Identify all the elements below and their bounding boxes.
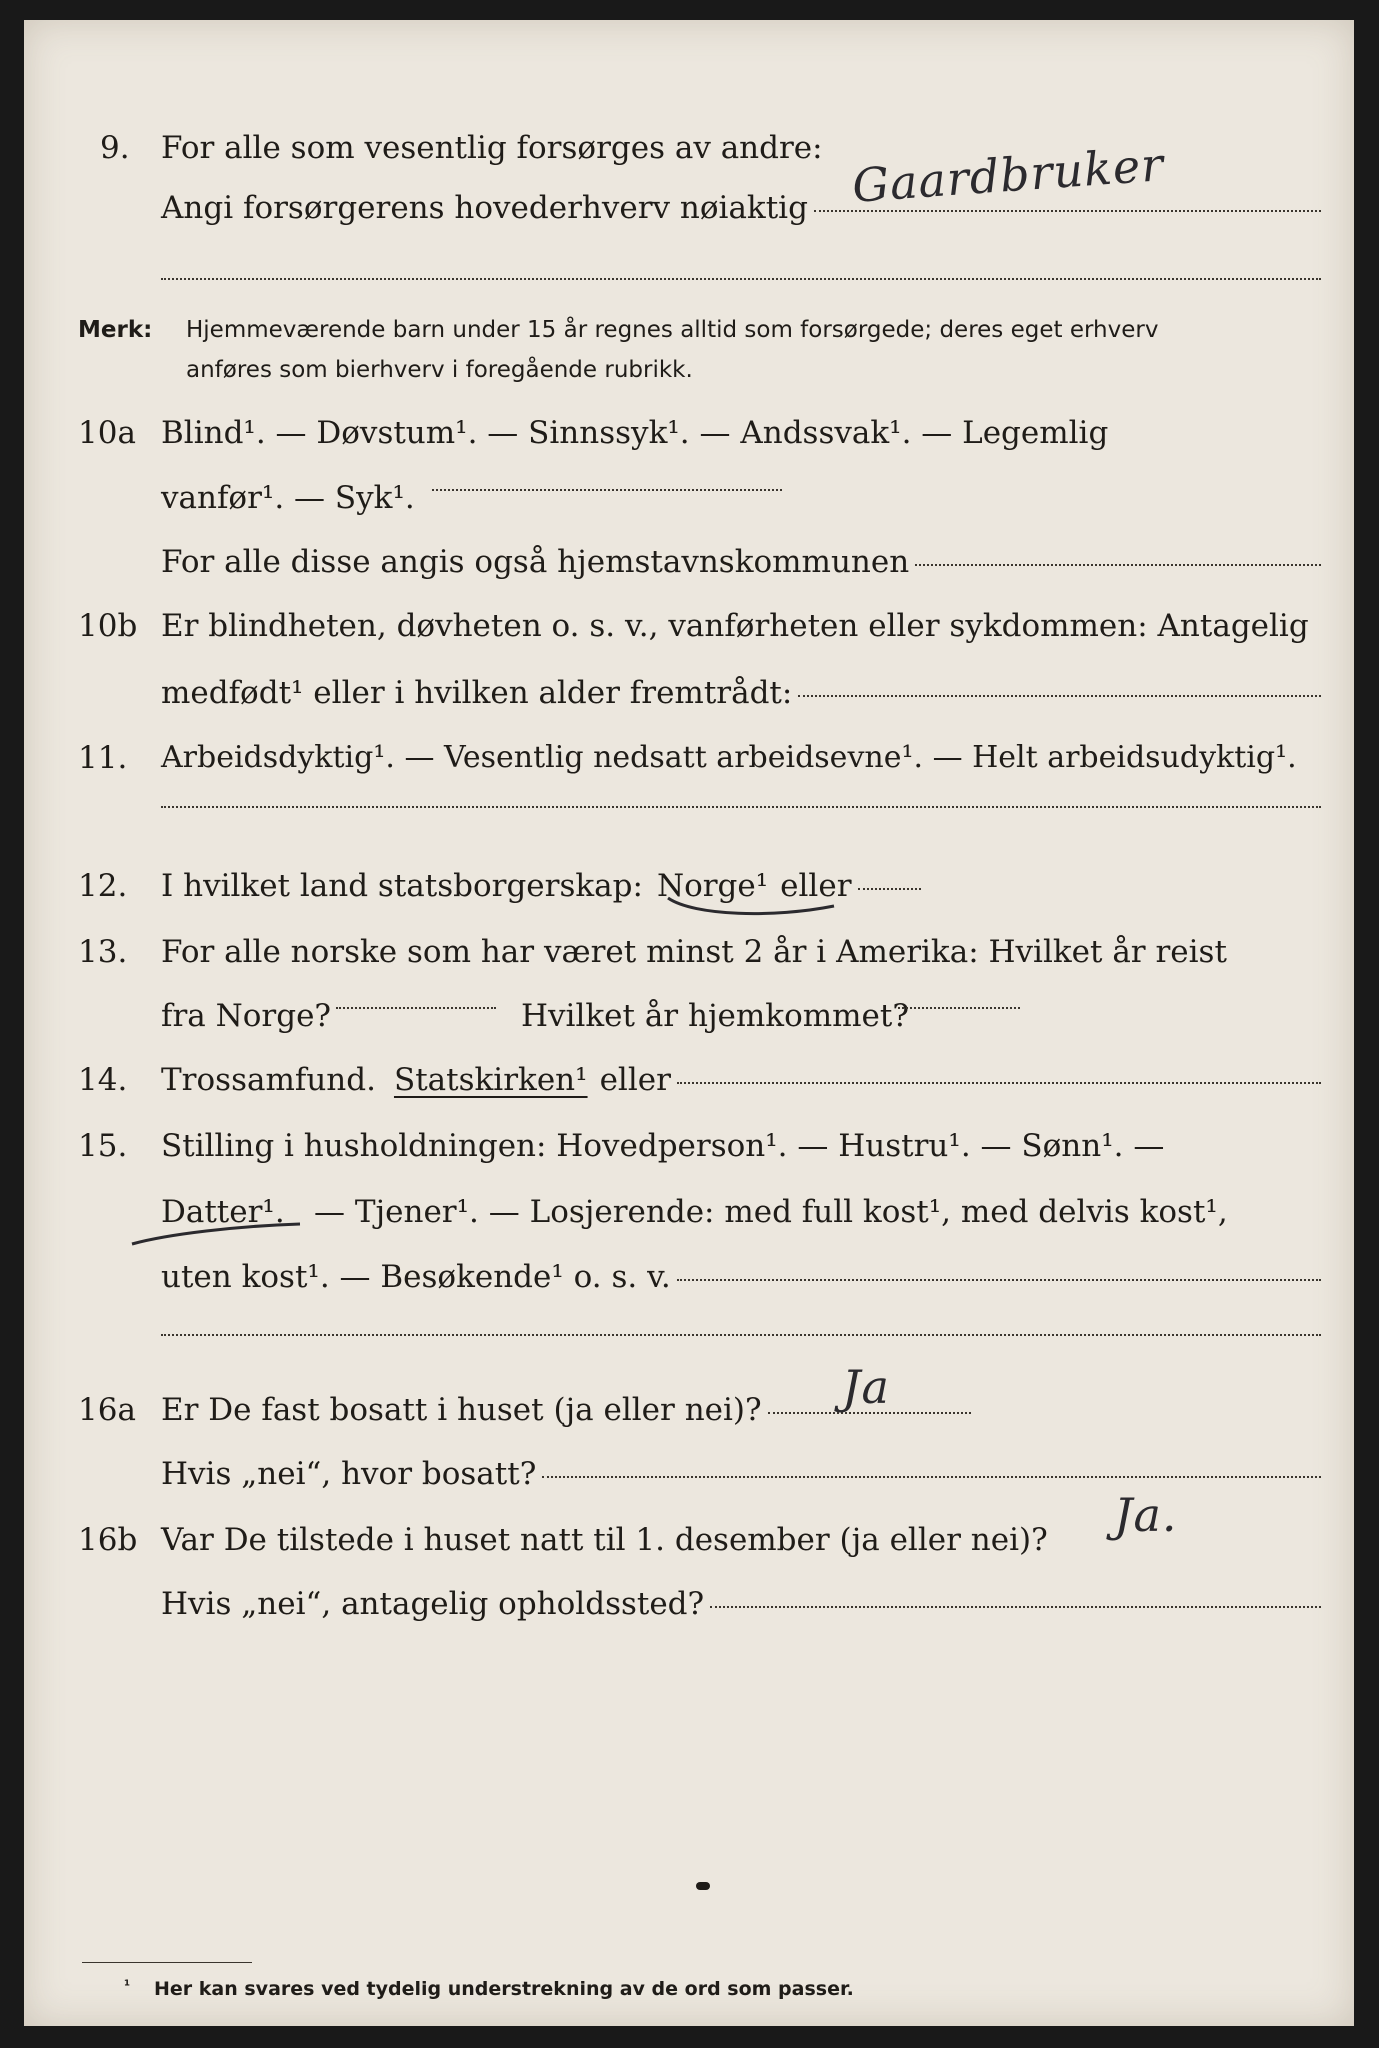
q16a-line2-text: Hvis „nei“, hvor bosatt?: [161, 1456, 537, 1492]
q16a-number: 16a: [78, 1392, 136, 1428]
q14-after: eller: [599, 1062, 671, 1098]
q9-extra-line: [161, 278, 1321, 280]
census-form-page: [24, 20, 1354, 2026]
q15-line3-text: uten kost¹. — Besøkende¹ o. s. v.: [161, 1259, 671, 1295]
q16b-line2-text: Hvis „nei“, antagelig opholdssted?: [161, 1586, 705, 1622]
q15-line2b: — Tjener¹. — Losjerende: med full kost¹, med delvis kost¹,: [314, 1194, 1228, 1230]
q15-line1: Stilling i husholdningen: Hovedperson¹. — Hustru¹. — Sønn¹. —: [161, 1128, 1165, 1164]
q10b-line1: Er blindheten, døvheten o. s. v., vanførheten eller sykdommen: Antagelig: [161, 608, 1309, 644]
q15-extra-line: [161, 1334, 1321, 1336]
q13-reist-line: [336, 1007, 496, 1009]
q12-answer-line: [858, 888, 921, 890]
q11-number: 11.: [78, 740, 128, 776]
q10b-line2: [161, 673, 1321, 713]
q14-option-statskirken: Statskirken¹: [393, 1062, 588, 1098]
q16b-line1: Var De tilstede i huset natt til 1. desember (ja eller nei)?: [161, 1522, 1048, 1558]
q15-line3: [161, 1257, 1321, 1297]
q15-line2a: Datter¹.: [161, 1194, 285, 1230]
q10a-number: 10a: [78, 415, 136, 451]
q10a-line2: vanfør¹. — Syk¹.: [161, 480, 415, 516]
q16b-handwritten-answer: Ja.: [1114, 1488, 1178, 1542]
merk-line2: anføres som bierhverv i foregående rubrikk.: [186, 357, 693, 383]
merk-line1: Hjemmeværende barn under 15 år regnes alltid som forsørgede; deres eget erhverv: [186, 317, 1159, 343]
footnote-mark: ¹: [124, 1978, 131, 1994]
q9-line2-text: Angi forsørgerens hovederhverv nøiaktig: [161, 190, 808, 226]
q13-number: 13.: [78, 934, 128, 970]
q13-hjemkommet-line: [898, 1007, 1020, 1009]
footnote-rule: [82, 1962, 252, 1963]
q14-line: [161, 1060, 1321, 1100]
q10a-line1: Blind¹. — Døvstum¹. — Sinnssyk¹. — Andssvak¹. — Legemlig: [161, 415, 1109, 451]
q10a-line3-text: For alle disse angis også hjemstavnskommunen: [161, 544, 910, 580]
q10b-number: 10b: [78, 608, 138, 644]
ink-blot: [696, 1882, 710, 1890]
q12-after: eller: [780, 868, 852, 904]
q15-number: 15.: [78, 1128, 128, 1164]
q13-line2b: Hvilket år hjemkommet?: [521, 998, 909, 1034]
q10b-line2-text: medfødt¹ eller i hvilken alder fremtrådt:: [161, 675, 793, 711]
q12-handwritten-underline: [664, 892, 844, 922]
footnote-text: Her kan svares ved tydelig understrekning av de ord som passer.: [154, 1978, 854, 2000]
q14-answer-line: [677, 1082, 1321, 1084]
q9-line2: [161, 188, 1321, 228]
q9-number: 9.: [100, 130, 130, 166]
q10a-hjemstavn-line: [915, 564, 1321, 566]
q12-option-norge: Norge¹: [656, 868, 769, 904]
q10a-syk-line: [432, 489, 782, 491]
q11-extra-line: [161, 806, 1321, 808]
q14-text: Trossamfund.: [161, 1062, 376, 1098]
q12-number: 12.: [78, 868, 128, 904]
q10a-line3: [161, 542, 1321, 582]
q13-line1: For alle norske som har været minst 2 år i Amerika: Hvilket år reist: [161, 934, 1227, 970]
q12-text: I hvilket land statsborgerskap:: [161, 868, 643, 904]
q13-line2a: fra Norge?: [161, 998, 332, 1034]
q16a-line1-text: Er De fast bosatt i huset (ja eller nei)?: [161, 1392, 762, 1428]
merk-label: Merk:: [78, 317, 153, 343]
q16a-handwritten-answer: Ja: [842, 1360, 890, 1414]
q16b-opholdssted-line: [710, 1606, 1321, 1608]
q9-handwritten-answer: Gaardbruker: [850, 137, 1166, 213]
q16b-line2: [161, 1584, 1321, 1624]
q15-handwritten-underline-datter: [128, 1218, 308, 1252]
q10b-answer-line: [798, 695, 1321, 697]
q16a-bosatt-line: [542, 1476, 1321, 1478]
q11-line1: Arbeidsdyktig¹. — Vesentlig nedsatt arbeidsevne¹. — Helt arbeidsudyktig¹.: [161, 740, 1297, 775]
q14-number: 14.: [78, 1062, 128, 1098]
q16b-number: 16b: [78, 1522, 138, 1558]
q15-answer-line: [677, 1279, 1321, 1281]
q9-line1: For alle som vesentlig forsørges av andre:: [161, 130, 823, 166]
